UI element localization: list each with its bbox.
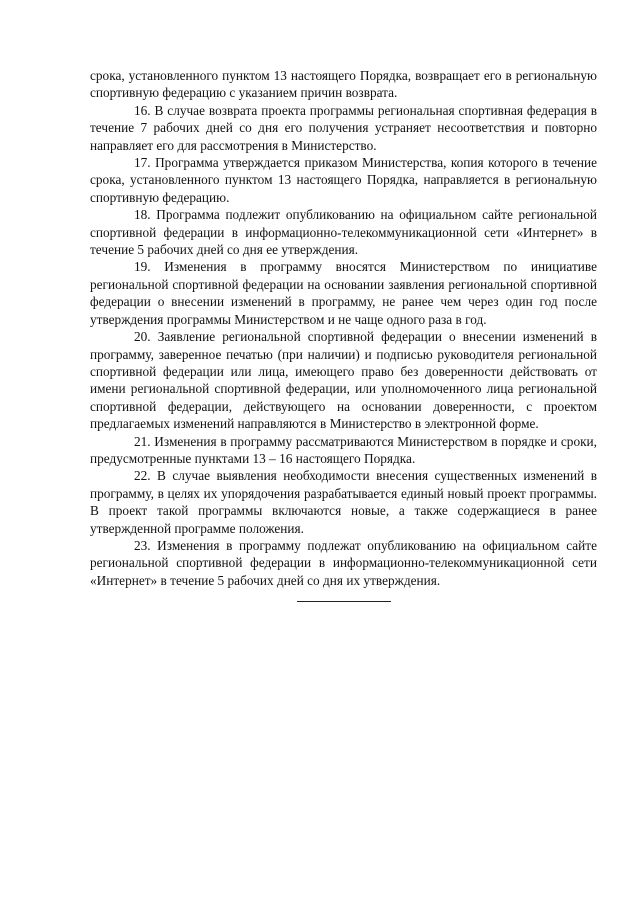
document-page xyxy=(90,67,597,602)
paragraph-20: 20. Заявление региональной спортивной федерации о внесении изменений в программу, заверенное печатью (при наличии) и подписью руководителя региональной спортивной федерации или лица, имеющего право без доверенности действовать от имени региональной спортивной федерации, или уполномоченного лица региональной спортивной федерации, действующего на основании доверенности, с проектом предлагаемых изменений направляются в Министерство в электронной форме. xyxy=(90,329,597,432)
paragraph-18: 18. Программа подлежит опубликованию на официальном сайте региональной спортивной федерации в информационно-телекоммуникационной сети «Интернет» в течение 5 рабочих дней со дня ее утверждения. xyxy=(90,207,597,258)
paragraph-16: 16. В случае возврата проекта программы региональная спортивная федерация в течение 7 рабочих дней со дня его получения устраняет несоответствия и повторно направляет его для рассмотрения в Министерство. xyxy=(90,102,597,153)
end-divider xyxy=(297,601,391,602)
paragraph-17: 17. Программа утверждается приказом Министерства, копия которого в течение срока, установленного пунктом 13 настоящего Порядка, направляется в региональную спортивную федерацию. xyxy=(90,155,597,205)
paragraph-continuation: срока, установленного пунктом 13 настоящего Порядка, возвращает его в региональную спортивную федерацию с указанием причин возврата. xyxy=(90,68,597,101)
paragraph-19: 19. Изменения в программу вносятся Министерством по инициативе региональной спортивной федерации на основании заявления региональной спортивной федерации о внесении изменений в программу, не ранее чем через один год после утверждения программы Министерством и не чаще одного раза в год. xyxy=(90,259,597,327)
paragraph-21: 21. Изменения в программу рассматриваются Министерством в порядке и сроки, предусмотренные пунктами 13 – 16 настоящего Порядка. xyxy=(90,433,597,466)
paragraph-23: 23. Изменения в программу подлежат опубликованию на официальном сайте региональной спортивной федерации в информационно-телекоммуникационной сети «Интернет» в течение 5 рабочих дней со дня их утверждения. xyxy=(90,537,597,588)
paragraph-22: 22. В случае выявления необходимости внесения существенных изменений в программу, в целях их упорядочения разрабатывается единый новый проект программы. В проект такой программы включаются новые, а также содержащиеся в ранее утвержденной программе положения. xyxy=(90,468,597,536)
